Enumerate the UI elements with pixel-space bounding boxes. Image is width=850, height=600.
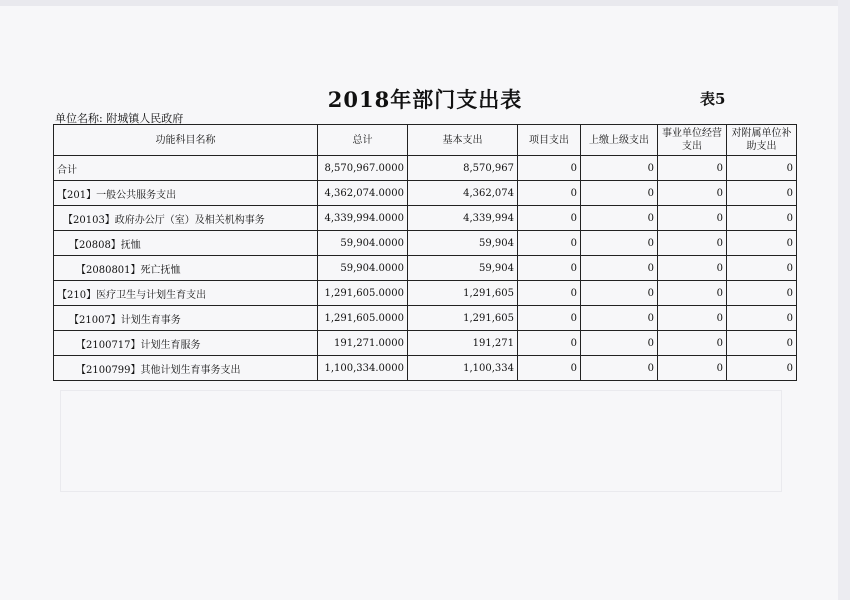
row-business: 0 — [658, 331, 727, 356]
row-business: 0 — [658, 231, 727, 256]
page-edge-top — [0, 0, 850, 6]
row-business: 0 — [658, 356, 727, 381]
row-subsidy: 0 — [727, 331, 797, 356]
row-basic: 4,339,994 — [408, 206, 518, 231]
header-project: 项目支出 — [518, 125, 581, 156]
table-row — [54, 356, 797, 381]
header-subject-name: 功能科目名称 — [54, 125, 318, 156]
row-basic: 1,291,605 — [408, 281, 518, 306]
row-subsidy: 0 — [727, 281, 797, 306]
table-row — [54, 281, 797, 306]
row-business: 0 — [658, 256, 727, 281]
table-row — [54, 206, 797, 231]
row-subsidy: 0 — [727, 206, 797, 231]
header-total: 总计 — [318, 125, 408, 156]
row-subsidy: 0 — [727, 306, 797, 331]
row-project: 0 — [518, 306, 581, 331]
row-project: 0 — [518, 206, 581, 231]
row-business: 0 — [658, 306, 727, 331]
unit-name-label: 单位名称: 附城镇人民政府 — [55, 112, 184, 125]
bleed-through-shadow — [60, 390, 782, 492]
row-subsidy: 0 — [727, 356, 797, 381]
row-business: 0 — [658, 281, 727, 306]
row-basic: 1,291,605 — [408, 306, 518, 331]
row-project: 0 — [518, 356, 581, 381]
row-project: 0 — [518, 331, 581, 356]
row-name: 合计 — [54, 156, 318, 181]
page-title: 2018年部门支出表 — [327, 87, 523, 112]
row-basic: 59,904 — [408, 231, 518, 256]
row-total: 4,362,074.0000 — [318, 181, 408, 206]
expenditure-table — [53, 124, 797, 381]
row-upper: 0 — [581, 156, 658, 181]
row-upper: 0 — [581, 306, 658, 331]
row-subsidy: 0 — [727, 181, 797, 206]
row-basic: 4,362,074 — [408, 181, 518, 206]
row-total: 59,904.0000 — [318, 256, 408, 281]
row-project: 0 — [518, 231, 581, 256]
row-name: 【2100717】计划生育服务 — [54, 331, 318, 356]
row-project: 0 — [518, 256, 581, 281]
header-subsidy: 对附属单位补助支出 — [727, 125, 797, 156]
row-name: 【210】医疗卫生与计划生育支出 — [54, 281, 318, 306]
row-subsidy: 0 — [727, 231, 797, 256]
table-header-row — [54, 125, 797, 156]
row-total: 1,100,334.0000 — [318, 356, 408, 381]
row-name: 【201】一般公共服务支出 — [54, 181, 318, 206]
row-name: 【20808】抚恤 — [54, 231, 318, 256]
header-basic: 基本支出 — [408, 125, 518, 156]
table-row — [54, 231, 797, 256]
row-name: 【21007】计划生育事务 — [54, 306, 318, 331]
row-business: 0 — [658, 181, 727, 206]
row-total: 1,291,605.0000 — [318, 281, 408, 306]
row-name: 【2080801】死亡抚恤 — [54, 256, 318, 281]
row-name: 【2100799】其他计划生育事务支出 — [54, 356, 318, 381]
row-project: 0 — [518, 156, 581, 181]
row-upper: 0 — [581, 356, 658, 381]
table-number: 表5 — [700, 90, 726, 108]
row-basic: 59,904 — [408, 256, 518, 281]
row-project: 0 — [518, 181, 581, 206]
table-row — [54, 256, 797, 281]
row-business: 0 — [658, 156, 727, 181]
header-business: 事业单位经营支出 — [658, 125, 727, 156]
row-upper: 0 — [581, 331, 658, 356]
row-subsidy: 0 — [727, 156, 797, 181]
table-row — [54, 306, 797, 331]
row-upper: 0 — [581, 231, 658, 256]
row-basic: 191,271 — [408, 331, 518, 356]
table-row — [54, 156, 797, 181]
row-name: 【20103】政府办公厅（室）及相关机构事务 — [54, 206, 318, 231]
row-basic: 1,100,334 — [408, 356, 518, 381]
row-total: 191,271.0000 — [318, 331, 408, 356]
row-upper: 0 — [581, 206, 658, 231]
row-basic: 8,570,967 — [408, 156, 518, 181]
row-project: 0 — [518, 281, 581, 306]
row-upper: 0 — [581, 281, 658, 306]
row-upper: 0 — [581, 256, 658, 281]
row-total: 1,291,605.0000 — [318, 306, 408, 331]
row-business: 0 — [658, 206, 727, 231]
row-total: 59,904.0000 — [318, 231, 408, 256]
row-total: 4,339,994.0000 — [318, 206, 408, 231]
table-row — [54, 181, 797, 206]
row-upper: 0 — [581, 181, 658, 206]
table-row — [54, 331, 797, 356]
row-total: 8,570,967.0000 — [318, 156, 408, 181]
row-subsidy: 0 — [727, 256, 797, 281]
header-upper: 上缴上级支出 — [581, 125, 658, 156]
